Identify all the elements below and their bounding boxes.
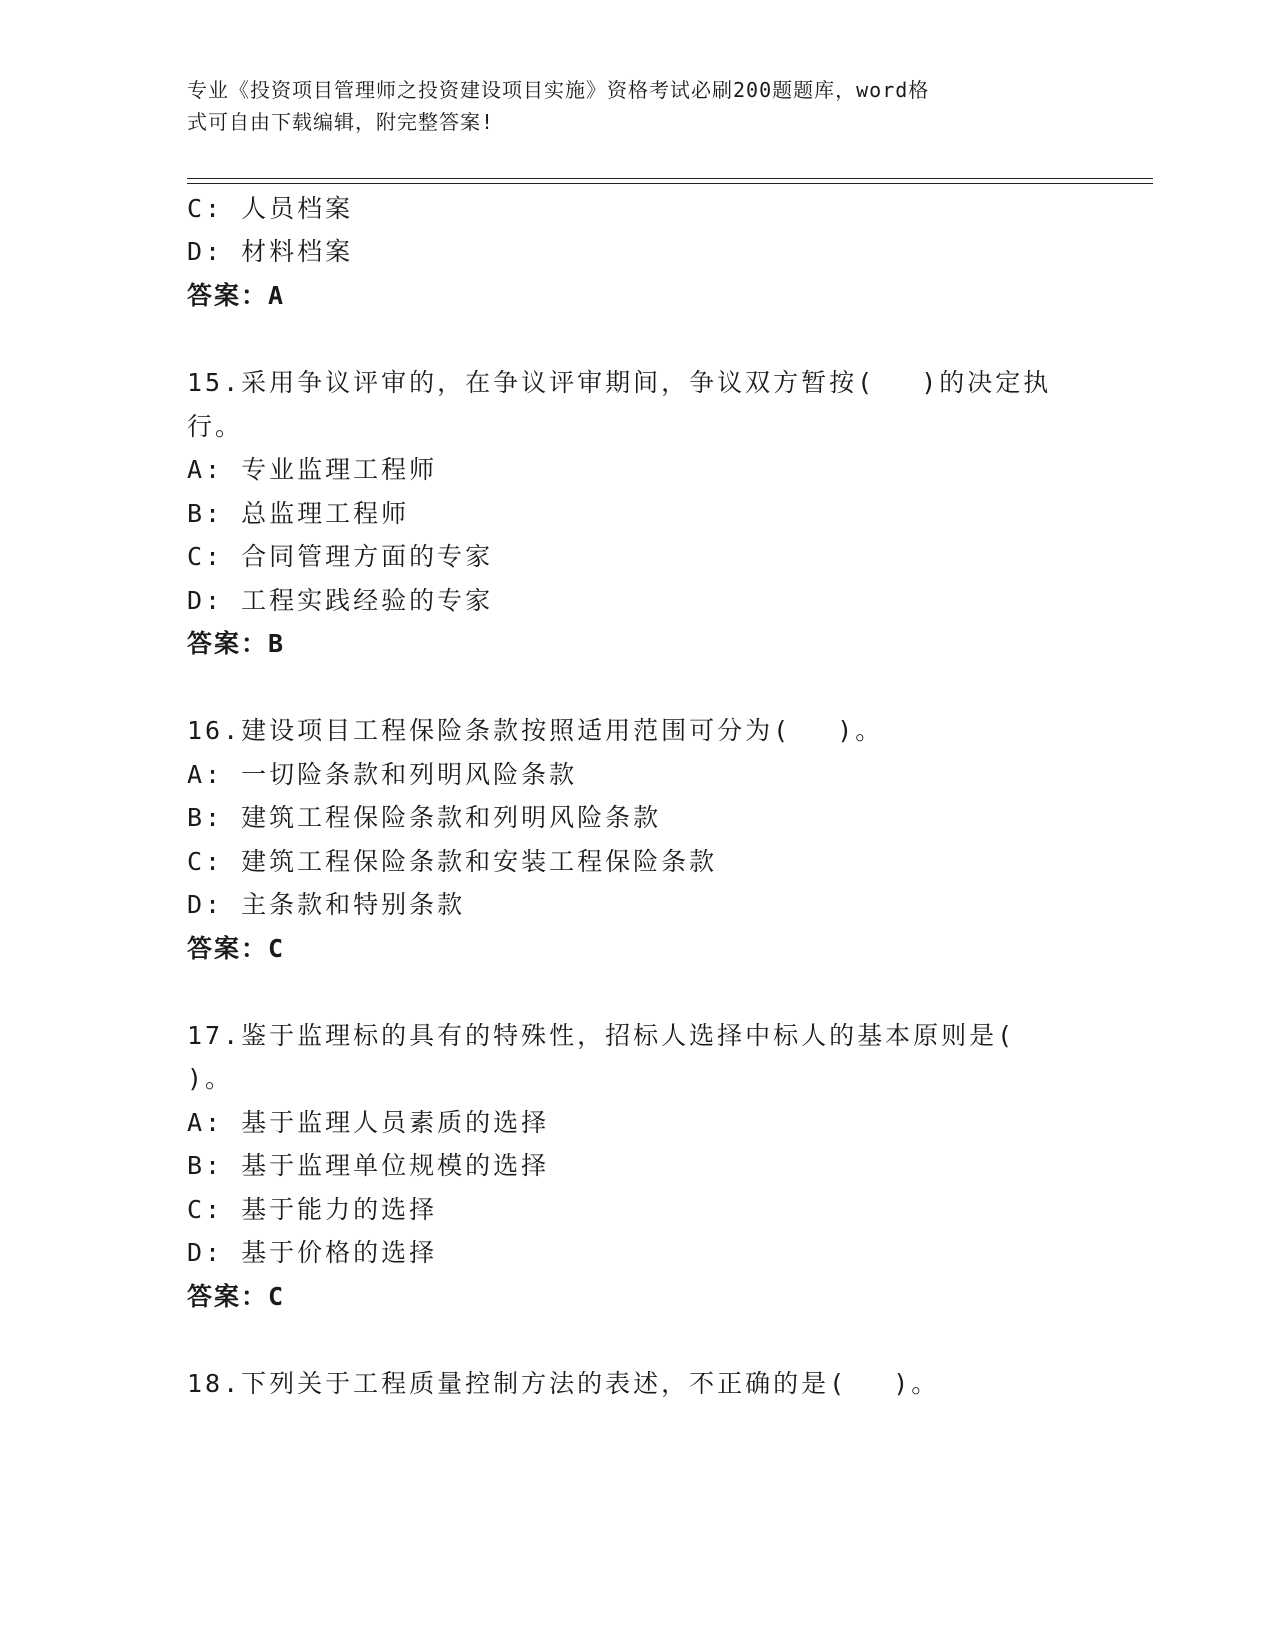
- q17-option-d: D: 基于价格的选择: [187, 1238, 438, 1267]
- q14-option-c: C: 人员档案: [187, 194, 354, 223]
- q17-option-b: B: 基于监理单位规模的选择: [187, 1151, 550, 1180]
- q15-answer: 答案：B: [187, 629, 286, 658]
- q17-option-a: A: 基于监理人员素质的选择: [187, 1108, 550, 1137]
- q16-option-b: B: 建筑工程保险条款和列明风险条款: [187, 803, 662, 832]
- q14-answer: 答案：A: [187, 281, 286, 310]
- q16-option-a: A: 一切险条款和列明风险条款: [187, 760, 578, 789]
- q16-stem-line-1: 16.建设项目工程保险条款按照适用范围可分为( )。: [187, 716, 884, 745]
- q15-option-b: B: 总监理工程师: [187, 499, 410, 528]
- header-divider-top: [187, 178, 1153, 179]
- header-title-line-2: 式可自由下载编辑，附完整答案!: [187, 110, 495, 134]
- q15-stem-line-1: 15.采用争议评审的，在争议评审期间，争议双方暂按( )的决定执: [187, 368, 1052, 397]
- q16-answer: 答案：C: [187, 934, 286, 963]
- q17-stem-line-1: 17.鉴于监理标的具有的特殊性，招标人选择中标人的基本原则是(: [187, 1021, 1016, 1050]
- q17-option-c: C: 基于能力的选择: [187, 1195, 438, 1224]
- document-header: [187, 74, 1067, 138]
- q17-answer: 答案：C: [187, 1282, 286, 1311]
- header-title-line-1: 专业《投资项目管理师之投资建设项目实施》资格考试必刷200题题库，word格: [187, 78, 930, 102]
- q15-option-d: D: 工程实践经验的专家: [187, 586, 494, 615]
- q14-option-d: D: 材料档案: [187, 237, 354, 266]
- q17-stem-line-2: )。: [187, 1064, 234, 1093]
- q15-option-a: A: 专业监理工程师: [187, 455, 438, 484]
- q16-option-d: D: 主条款和特别条款: [187, 890, 466, 919]
- q16-option-c: C: 建筑工程保险条款和安装工程保险条款: [187, 847, 718, 876]
- q15-stem-line-2: 行。: [187, 412, 244, 441]
- q15-option-c: C: 合同管理方面的专家: [187, 542, 494, 571]
- header-divider-bottom: [187, 183, 1153, 184]
- q18-stem-line-1: 18.下列关于工程质量控制方法的表述，不正确的是( )。: [187, 1369, 940, 1398]
